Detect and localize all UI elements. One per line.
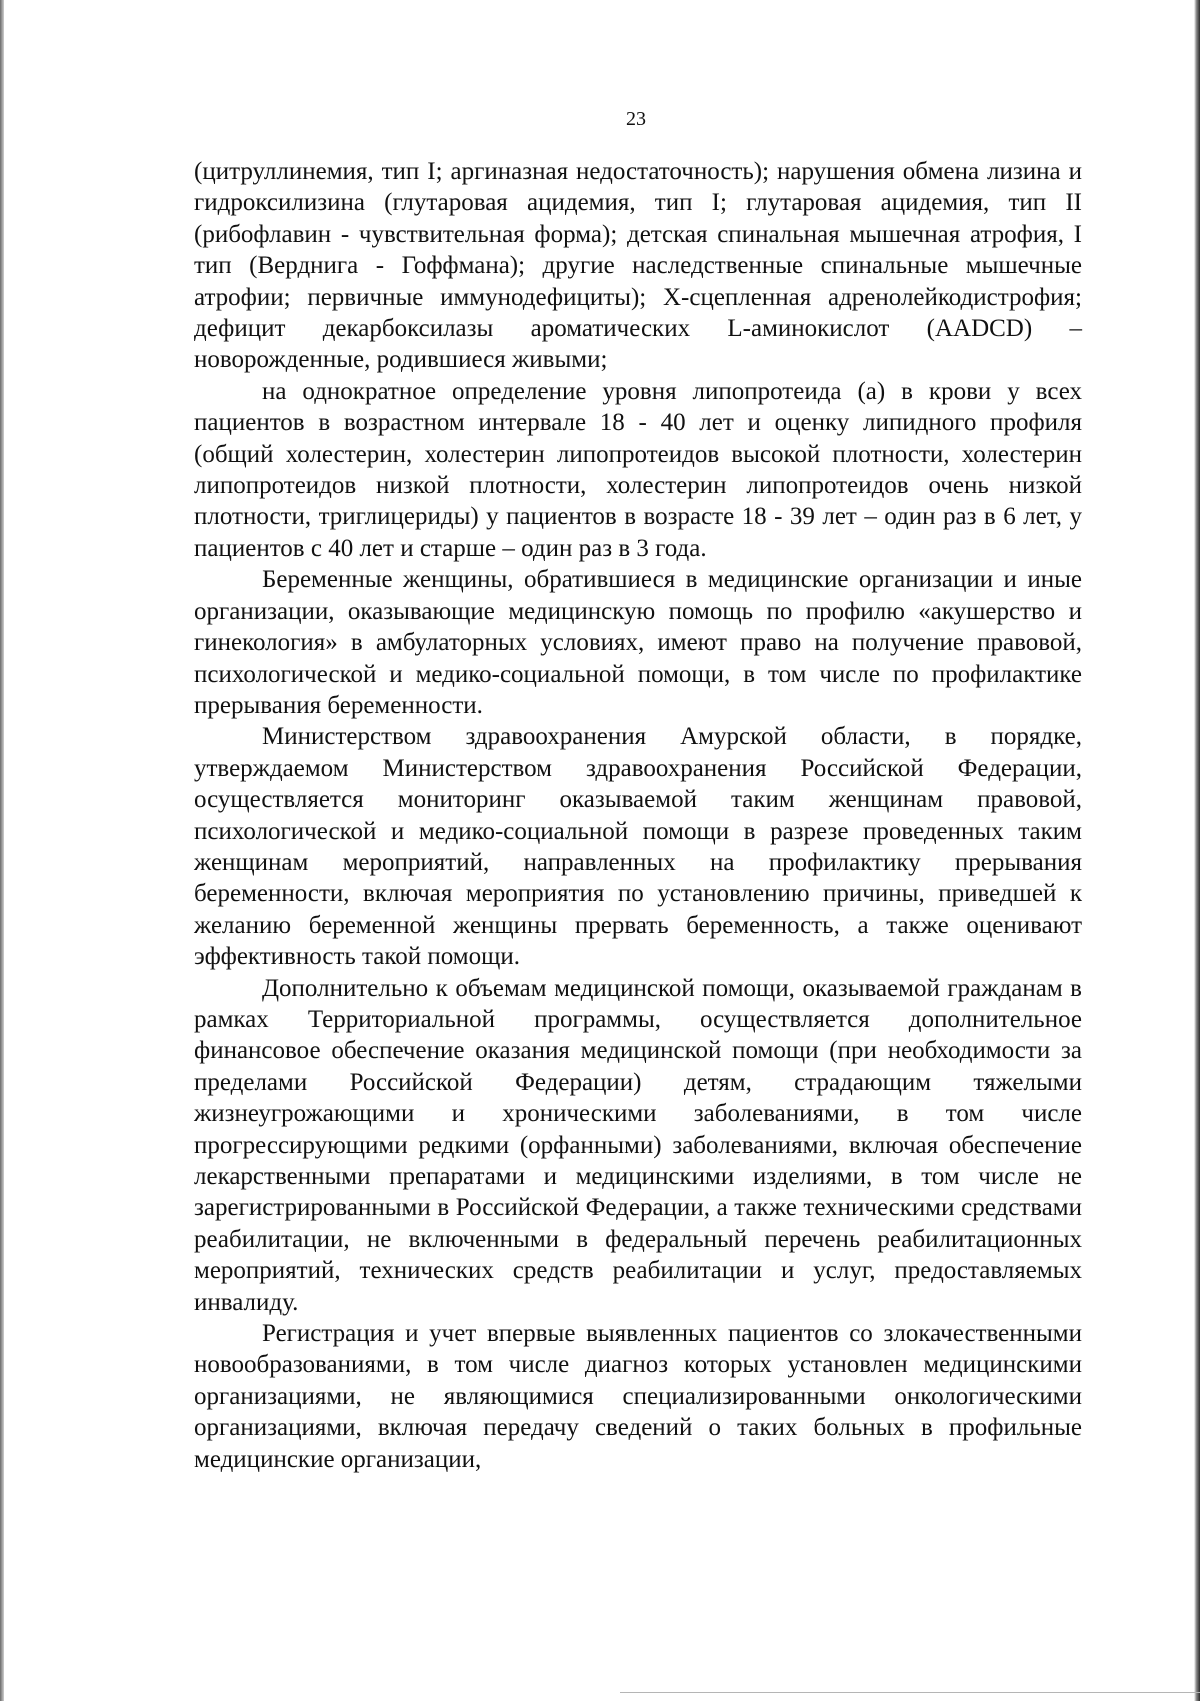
paragraph-4: Министерством здравоохранения Амурской области, в порядке, утверждаемом Министерством здравоохранения Российской Федерации, осуществляется мониторинг оказываемой таким женщинам правовой, психологической и медико-социальной помощи в разрезе проведенных таким женщинам мероприятий, направленных на профилактику прерывания беременности, включая мероприятия по установлению причины, приведшей к желанию беременной женщины прервать беременность, а также оценивают эффективность такой помощи. (194, 723, 1082, 971)
scan-edge-left (0, 0, 4, 1701)
paragraph-2: на однократное определение уровня липопротеида (а) в крови у всех пациентов в возрастном интервале 18 - 40 лет и оценку липидного профиля (общий холестерин, холестерин липопротеидов высокой плотности, холестерин липопротеидов низкой плотности, холестерин липопротеидов очень низкой плотности, триглицериды) у пациентов в возрасте 18 - 39 лет – один раз в 6 лет, у пациентов с 40 лет и старше – один раз в 3 года. (194, 377, 1082, 562)
paragraph-1: (цитруллинемия, тип I; аргиназная недостаточность); нарушения обмена лизина и гидроксилизина (глутаровая ацидемия, тип I; глутаровая ацидемия, тип II (рибофлавин - чувствительная форма); детская спинальная мышечная атрофия, I тип (Верднига - Гоффмана); другие наследственные спинальные мышечные атрофии; первичные иммунодефициты); Х-сцепленная адренолейкодистрофия; дефицит декарбоксилазы ароматических L-аминокислот (AADCD) – новорожденные, родившиеся живыми; (194, 158, 1082, 374)
paragraph-3: Беременные женщины, обратившиеся в медицинские организации и иные организации, оказывающие медицинскую помощь по профилю «акушерство и гинекология» в амбулаторных условиях, имеют право на получение правовой, психологической и медико-социальной помощи, в том числе по профилактике прерывания беременности. (194, 566, 1082, 719)
page-body (194, 156, 1082, 1475)
scan-edge-right (1194, 0, 1200, 1701)
paragraph-6: Регистрация и учет впервые выявленных пациентов со злокачественными новообразованиями, в том числе диагноз которых установлен медицинскими организациями, не являющимися специализированными онкологическими организациями, включая передачу сведений о таких больных в профильные медицинские организации, (194, 1320, 1082, 1473)
paragraph-5: Дополнительно к объемам медицинской помощи, оказываемой гражданам в рамках Территориальной программы, осуществляется дополнительное финансовое обеспечение оказания медицинской помощи (при необходимости за пределами Российской Федерации) детям, страдающим тяжелыми жизнеугрожающими и хроническими заболеваниями, в том числе прогрессирующими редкими (орфанными) заболеваниями, включая обеспечение лекарственными препаратами и медицинскими изделиями, в том числе не зарегистрированными в Российской Федерации, а также техническими средствами реабилитации, не включенными в федеральный перечень реабилитационных мероприятий, технических средств реабилитации и услуг, предоставляемых инвалиду. (194, 974, 1082, 1316)
scan-edge-bottom (620, 1692, 1200, 1693)
page-number: 23 (626, 108, 646, 130)
